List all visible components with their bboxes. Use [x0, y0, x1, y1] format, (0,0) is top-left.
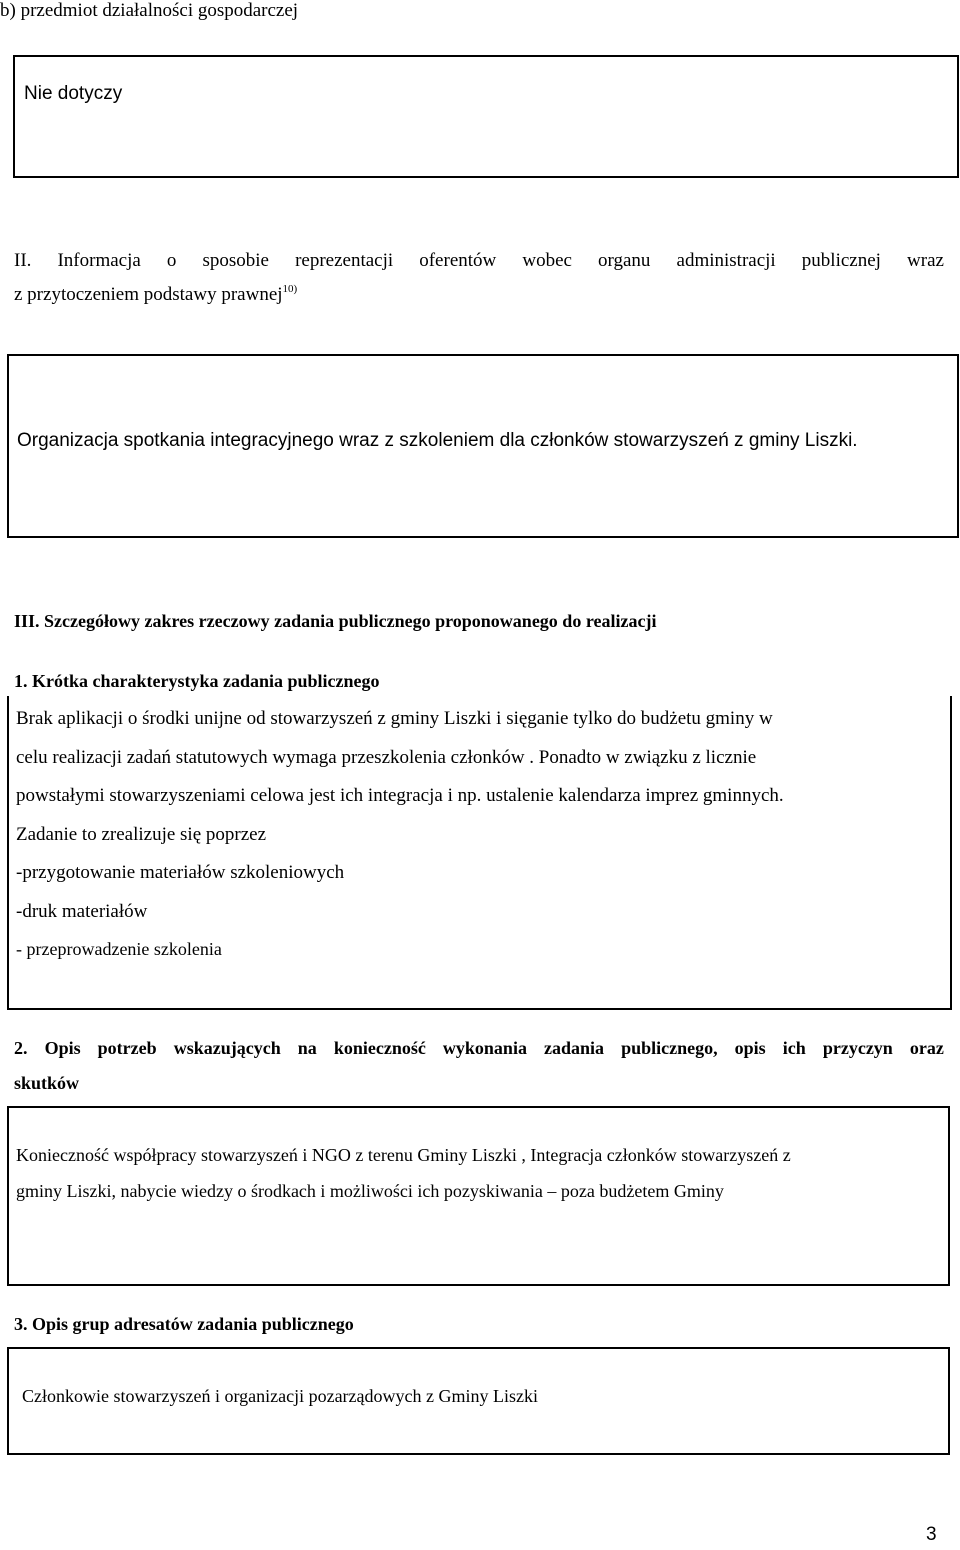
heading-word: wskazujących — [173, 1038, 281, 1058]
heading-word: potrzeb — [97, 1038, 157, 1058]
heading-word: reprezentacji — [295, 250, 394, 271]
item1-line: powstałymi stowarzyszeniami celowa jest ich integracja i np. ustalenie kalendarza imprez gminnych. — [16, 785, 784, 806]
item1-box — [7, 696, 952, 1010]
section-ii-heading-line2 — [14, 284, 297, 307]
heading-text: z przytoczeniem podstawy prawnej — [14, 284, 283, 305]
heading-word: 2. — [14, 1038, 28, 1058]
item1-line: -przygotowanie materiałów szkoleniowych — [16, 862, 345, 883]
section-ii-box-text: Organizacja spotkania integracyjnego wraz z szkoleniem dla członków stowarzyszeń z gminy Liszki. — [17, 430, 858, 451]
section-iii-heading: III. Szczegółowy zakres rzeczowy zadania publicznego proponowanego do realizacji — [14, 611, 657, 631]
item1-line: celu realizacji zadań statutowych wymaga przeszkolenia członków . Ponadto w związku z licznie — [16, 747, 757, 768]
heading-word: oraz — [909, 1038, 944, 1058]
heading-word: wraz — [907, 250, 944, 271]
heading-word: przyczyn — [822, 1038, 893, 1058]
heading-word: opis — [734, 1038, 766, 1058]
heading-word: organu — [598, 250, 651, 271]
heading-word: wobec — [522, 250, 572, 271]
heading-word: administracji — [676, 250, 776, 271]
heading-word: publicznej — [801, 250, 881, 271]
item1-heading: 1. Krótka charakterystyka zadania publicznego — [14, 671, 380, 691]
item2-heading-line2: skutków — [14, 1073, 80, 1093]
item3-heading: 3. Opis grup adresatów zadania publicznego — [14, 1314, 354, 1334]
heading-word: zadania — [544, 1038, 605, 1058]
item2-box-line: Konieczność współpracy stowarzyszeń i NGO z terenu Gminy Liszki , Integracja członków stowarzyszeń z — [16, 1145, 791, 1165]
heading-word: ich — [782, 1038, 806, 1058]
section-b-heading: b) przedmiot działalności gospodarczej — [0, 0, 299, 21]
footnote-ref: 10) — [282, 283, 298, 295]
item1-line: Brak aplikacji o środki unijne od stowarzyszeń z gminy Liszki i sięganie tylko do budżetu gminy w — [16, 708, 773, 729]
page-number: 3 — [926, 1524, 937, 1545]
heading-word: o — [166, 250, 177, 271]
heading-word: sposobie — [202, 250, 269, 271]
heading-word: Informacja — [57, 250, 141, 271]
heading-word: publicznego, — [621, 1038, 718, 1058]
heading-word: wykonania — [442, 1038, 527, 1058]
item3-box — [7, 1347, 950, 1455]
heading-word: II. — [14, 250, 32, 271]
item1-line: Zadanie to zrealizuje się poprzez — [16, 824, 267, 845]
item3-box-text: Członkowie stowarzyszeń i organizacji pozarządowych z Gminy Liszki — [22, 1386, 538, 1406]
section-b-box — [13, 55, 959, 178]
section-b-box-text: Nie dotyczy — [24, 83, 123, 104]
item2-box-line: gminy Liszki, nabycie wiedzy o środkach i możliwości ich pozyskiwania – poza budżetem Gminy — [16, 1181, 724, 1201]
item1-line: - przeprowadzenie szkolenia — [16, 939, 222, 959]
heading-word: na — [297, 1038, 317, 1058]
item2-box — [7, 1106, 950, 1286]
section-ii-heading-line1 — [14, 250, 944, 273]
heading-word: konieczność — [333, 1038, 426, 1058]
section-ii-box — [7, 354, 959, 538]
item1-line: -druk materiałów — [16, 901, 148, 922]
heading-word: oferentów — [419, 250, 497, 271]
heading-word: Opis — [44, 1038, 81, 1058]
item2-heading-line1 — [14, 1038, 944, 1060]
